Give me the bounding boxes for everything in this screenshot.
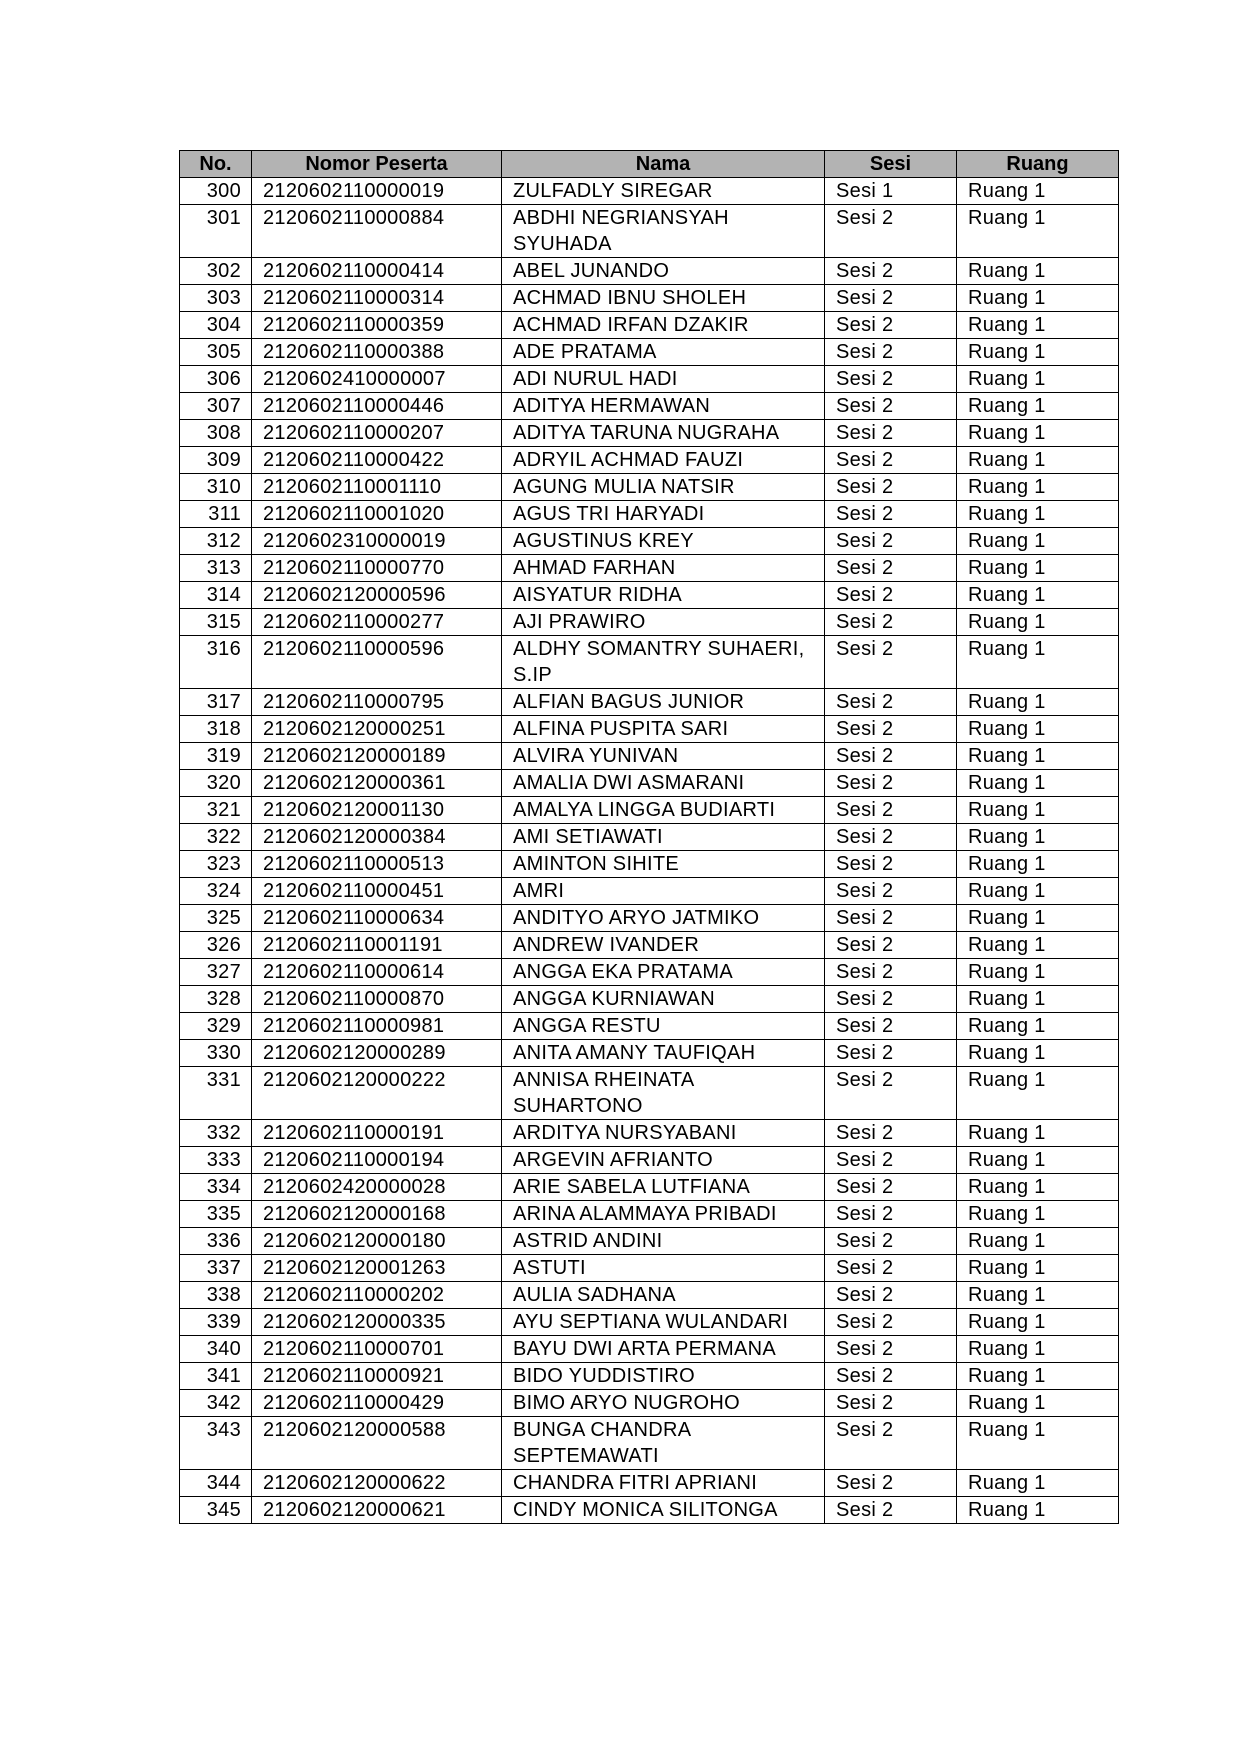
cell-nomor-peserta: 2120602120000384 [252,824,502,851]
cell-no: 330 [180,1040,252,1067]
cell-ruang: Ruang 1 [957,797,1119,824]
table-row [180,582,1119,609]
cell-ruang: Ruang 1 [957,878,1119,905]
cell-no: 336 [180,1228,252,1255]
cell-sesi: Sesi 2 [825,851,957,878]
cell-nama: ASTRID ANDINI [502,1228,825,1255]
cell-no: 328 [180,986,252,1013]
cell-sesi: Sesi 2 [825,474,957,501]
table-row [180,1417,1119,1470]
cell-ruang: Ruang 1 [957,447,1119,474]
cell-nomor-peserta: 2120602110000981 [252,1013,502,1040]
cell-nama: ALFINA PUSPITA SARI [502,716,825,743]
cell-ruang: Ruang 1 [957,636,1119,689]
cell-sesi: Sesi 1 [825,178,957,205]
cell-sesi: Sesi 2 [825,1417,957,1470]
cell-ruang: Ruang 1 [957,609,1119,636]
cell-sesi: Sesi 2 [825,1470,957,1497]
cell-nama: ADITYA TARUNA NUGRAHA [502,420,825,447]
table-row [180,1363,1119,1390]
cell-ruang: Ruang 1 [957,258,1119,285]
cell-no: 322 [180,824,252,851]
cell-no: 303 [180,285,252,312]
cell-sesi: Sesi 2 [825,1147,957,1174]
cell-ruang: Ruang 1 [957,1255,1119,1282]
table-header [180,151,1119,178]
header-no: No. [180,151,252,178]
cell-nama: AMALYA LINGGA BUDIARTI [502,797,825,824]
cell-nama: ABDHI NEGRIANSYAH SYUHADA [502,205,825,258]
cell-nama: AMI SETIAWATI [502,824,825,851]
cell-nama: AGUNG MULIA NATSIR [502,474,825,501]
cell-nama: ALFIAN BAGUS JUNIOR [502,689,825,716]
cell-ruang: Ruang 1 [957,851,1119,878]
cell-sesi: Sesi 2 [825,1174,957,1201]
cell-sesi: Sesi 2 [825,905,957,932]
cell-sesi: Sesi 2 [825,258,957,285]
cell-no: 338 [180,1282,252,1309]
cell-nomor-peserta: 2120602110000634 [252,905,502,932]
table-row [180,1497,1119,1524]
cell-ruang: Ruang 1 [957,1497,1119,1524]
cell-nama: AJI PRAWIRO [502,609,825,636]
cell-nama: ACHMAD IBNU SHOLEH [502,285,825,312]
header-nama: Nama [502,151,825,178]
cell-sesi: Sesi 2 [825,1040,957,1067]
cell-ruang: Ruang 1 [957,339,1119,366]
table-row [180,1040,1119,1067]
cell-nama: AGUSTINUS KREY [502,528,825,555]
cell-nomor-peserta: 2120602110000795 [252,689,502,716]
cell-sesi: Sesi 2 [825,1201,957,1228]
cell-nomor-peserta: 2120602110001191 [252,932,502,959]
cell-nomor-peserta: 2120602120001130 [252,797,502,824]
header-nomor-peserta: Nomor Peserta [252,151,502,178]
cell-no: 342 [180,1390,252,1417]
cell-nama: CHANDRA FITRI APRIANI [502,1470,825,1497]
cell-nama: ALDHY SOMANTRY SUHAERI, S.IP [502,636,825,689]
table-row [180,1470,1119,1497]
cell-nama: ADITYA HERMAWAN [502,393,825,420]
cell-ruang: Ruang 1 [957,1470,1119,1497]
cell-nomor-peserta: 2120602110000191 [252,1120,502,1147]
cell-nomor-peserta: 2120602110000513 [252,851,502,878]
cell-nomor-peserta: 2120602110000429 [252,1390,502,1417]
cell-sesi: Sesi 2 [825,770,957,797]
cell-no: 305 [180,339,252,366]
cell-nomor-peserta: 2120602410000007 [252,366,502,393]
cell-nama: ANNISA RHEINATA SUHARTONO [502,1067,825,1120]
table-body [180,178,1119,1524]
cell-nomor-peserta: 2120602110001110 [252,474,502,501]
cell-nama: BAYU DWI ARTA PERMANA [502,1336,825,1363]
cell-sesi: Sesi 2 [825,609,957,636]
table-row [180,555,1119,582]
cell-nomor-peserta: 2120602110000884 [252,205,502,258]
table-row [180,1228,1119,1255]
cell-nomor-peserta: 2120602110000701 [252,1336,502,1363]
cell-ruang: Ruang 1 [957,1147,1119,1174]
cell-ruang: Ruang 1 [957,582,1119,609]
cell-nama: ACHMAD IRFAN DZAKIR [502,312,825,339]
cell-ruang: Ruang 1 [957,1363,1119,1390]
cell-nomor-peserta: 2120602110000451 [252,878,502,905]
cell-no: 343 [180,1417,252,1470]
cell-nomor-peserta: 2120602120000189 [252,743,502,770]
cell-nama: ANGGA EKA PRATAMA [502,959,825,986]
cell-sesi: Sesi 2 [825,636,957,689]
cell-sesi: Sesi 2 [825,528,957,555]
cell-ruang: Ruang 1 [957,366,1119,393]
cell-no: 312 [180,528,252,555]
cell-nama: ASTUTI [502,1255,825,1282]
table-row [180,716,1119,743]
cell-sesi: Sesi 2 [825,1336,957,1363]
cell-nama: ARIE SABELA LUTFIANA [502,1174,825,1201]
cell-nomor-peserta: 2120602110000614 [252,959,502,986]
cell-sesi: Sesi 2 [825,447,957,474]
cell-nomor-peserta: 2120602110000277 [252,609,502,636]
table-row [180,501,1119,528]
table-row [180,959,1119,986]
cell-nama: AMALIA DWI ASMARANI [502,770,825,797]
cell-nama: AMRI [502,878,825,905]
cell-nama: AMINTON SIHITE [502,851,825,878]
cell-no: 313 [180,555,252,582]
cell-ruang: Ruang 1 [957,905,1119,932]
table-row [180,312,1119,339]
cell-nomor-peserta: 2120602110000870 [252,986,502,1013]
table-row [180,1067,1119,1120]
cell-sesi: Sesi 2 [825,1228,957,1255]
cell-ruang: Ruang 1 [957,1336,1119,1363]
cell-no: 335 [180,1201,252,1228]
cell-ruang: Ruang 1 [957,1201,1119,1228]
table-row [180,474,1119,501]
cell-nama: AULIA SADHANA [502,1282,825,1309]
table-row [180,420,1119,447]
cell-ruang: Ruang 1 [957,205,1119,258]
cell-nomor-peserta: 2120602120000596 [252,582,502,609]
cell-no: 302 [180,258,252,285]
cell-ruang: Ruang 1 [957,986,1119,1013]
cell-ruang: Ruang 1 [957,1040,1119,1067]
table-row [180,366,1119,393]
cell-ruang: Ruang 1 [957,501,1119,528]
table-row [180,878,1119,905]
header-row [180,151,1119,178]
cell-no: 311 [180,501,252,528]
cell-no: 326 [180,932,252,959]
cell-ruang: Ruang 1 [957,959,1119,986]
cell-nomor-peserta: 2120602110000202 [252,1282,502,1309]
header-ruang: Ruang [957,151,1119,178]
cell-ruang: Ruang 1 [957,1013,1119,1040]
cell-nomor-peserta: 2120602110000314 [252,285,502,312]
table-row [180,1336,1119,1363]
cell-ruang: Ruang 1 [957,1309,1119,1336]
cell-ruang: Ruang 1 [957,743,1119,770]
cell-sesi: Sesi 2 [825,1309,957,1336]
table-row [180,1013,1119,1040]
participant-table [179,150,1119,1524]
cell-nama: ADI NURUL HADI [502,366,825,393]
cell-ruang: Ruang 1 [957,555,1119,582]
cell-nama: ANGGA KURNIAWAN [502,986,825,1013]
cell-nama: ANGGA RESTU [502,1013,825,1040]
table-row [180,743,1119,770]
cell-nomor-peserta: 2120602120000588 [252,1417,502,1470]
cell-nama: ANDREW IVANDER [502,932,825,959]
table-row [180,824,1119,851]
cell-ruang: Ruang 1 [957,932,1119,959]
cell-no: 306 [180,366,252,393]
cell-nomor-peserta: 2120602120000251 [252,716,502,743]
cell-nomor-peserta: 2120602120000335 [252,1309,502,1336]
cell-nomor-peserta: 2120602110000921 [252,1363,502,1390]
cell-no: 327 [180,959,252,986]
table-row [180,258,1119,285]
cell-sesi: Sesi 2 [825,205,957,258]
cell-no: 337 [180,1255,252,1282]
cell-no: 316 [180,636,252,689]
cell-nomor-peserta: 2120602120000289 [252,1040,502,1067]
cell-no: 304 [180,312,252,339]
cell-sesi: Sesi 2 [825,797,957,824]
table-row [180,285,1119,312]
table-row [180,1390,1119,1417]
cell-nomor-peserta: 2120602120000168 [252,1201,502,1228]
cell-no: 339 [180,1309,252,1336]
cell-no: 325 [180,905,252,932]
cell-nama: ADRYIL ACHMAD FAUZI [502,447,825,474]
table-row [180,932,1119,959]
cell-sesi: Sesi 2 [825,1013,957,1040]
cell-no: 324 [180,878,252,905]
cell-ruang: Ruang 1 [957,474,1119,501]
cell-nama: ZULFADLY SIREGAR [502,178,825,205]
cell-ruang: Ruang 1 [957,770,1119,797]
cell-nama: ADE PRATAMA [502,339,825,366]
cell-nomor-peserta: 2120602110000359 [252,312,502,339]
cell-sesi: Sesi 2 [825,420,957,447]
table-row [180,636,1119,689]
table-row [180,1147,1119,1174]
cell-sesi: Sesi 2 [825,1067,957,1120]
cell-no: 320 [180,770,252,797]
cell-nomor-peserta: 2120602110000019 [252,178,502,205]
cell-nama: ABEL JUNANDO [502,258,825,285]
table-row [180,1255,1119,1282]
table-row [180,1309,1119,1336]
cell-no: 319 [180,743,252,770]
cell-nomor-peserta: 2120602110001020 [252,501,502,528]
cell-ruang: Ruang 1 [957,420,1119,447]
cell-ruang: Ruang 1 [957,824,1119,851]
cell-nomor-peserta: 2120602110000446 [252,393,502,420]
cell-sesi: Sesi 2 [825,743,957,770]
cell-sesi: Sesi 2 [825,366,957,393]
cell-sesi: Sesi 2 [825,1282,957,1309]
cell-no: 300 [180,178,252,205]
cell-nomor-peserta: 2120602310000019 [252,528,502,555]
cell-nama: AISYATUR RIDHA [502,582,825,609]
cell-nama: ARINA ALAMMAYA PRIBADI [502,1201,825,1228]
cell-sesi: Sesi 2 [825,986,957,1013]
cell-sesi: Sesi 2 [825,824,957,851]
table-row [180,1282,1119,1309]
cell-nomor-peserta: 2120602120000361 [252,770,502,797]
cell-ruang: Ruang 1 [957,285,1119,312]
cell-sesi: Sesi 2 [825,878,957,905]
table-row [180,205,1119,258]
cell-sesi: Sesi 2 [825,312,957,339]
cell-nomor-peserta: 2120602110000422 [252,447,502,474]
cell-nomor-peserta: 2120602120000180 [252,1228,502,1255]
cell-nomor-peserta: 2120602110000194 [252,1147,502,1174]
cell-no: 344 [180,1470,252,1497]
cell-ruang: Ruang 1 [957,1282,1119,1309]
cell-no: 314 [180,582,252,609]
cell-no: 345 [180,1497,252,1524]
cell-nomor-peserta: 2120602120000621 [252,1497,502,1524]
cell-no: 323 [180,851,252,878]
cell-nomor-peserta: 2120602120000622 [252,1470,502,1497]
cell-no: 309 [180,447,252,474]
table-row [180,178,1119,205]
cell-no: 308 [180,420,252,447]
cell-no: 317 [180,689,252,716]
cell-sesi: Sesi 2 [825,339,957,366]
cell-no: 307 [180,393,252,420]
cell-no: 301 [180,205,252,258]
cell-sesi: Sesi 2 [825,285,957,312]
cell-nomor-peserta: 2120602110000596 [252,636,502,689]
cell-nomor-peserta: 2120602110000388 [252,339,502,366]
cell-sesi: Sesi 2 [825,932,957,959]
header-sesi: Sesi [825,151,957,178]
cell-nomor-peserta: 2120602120001263 [252,1255,502,1282]
cell-ruang: Ruang 1 [957,1417,1119,1470]
table-row [180,447,1119,474]
cell-sesi: Sesi 2 [825,582,957,609]
cell-nomor-peserta: 2120602420000028 [252,1174,502,1201]
cell-sesi: Sesi 2 [825,1120,957,1147]
cell-nama: ALVIRA YUNIVAN [502,743,825,770]
cell-sesi: Sesi 2 [825,689,957,716]
table-row [180,689,1119,716]
table-row [180,986,1119,1013]
cell-sesi: Sesi 2 [825,1363,957,1390]
cell-no: 329 [180,1013,252,1040]
table-row [180,339,1119,366]
cell-nama: BUNGA CHANDRA SEPTEMAWATI [502,1417,825,1470]
cell-nomor-peserta: 2120602120000222 [252,1067,502,1120]
cell-nama: CINDY MONICA SILITONGA [502,1497,825,1524]
cell-no: 341 [180,1363,252,1390]
table-row [180,851,1119,878]
cell-nama: AHMAD FARHAN [502,555,825,582]
table-row [180,1120,1119,1147]
cell-nomor-peserta: 2120602110000770 [252,555,502,582]
cell-ruang: Ruang 1 [957,1067,1119,1120]
table-row [180,393,1119,420]
cell-ruang: Ruang 1 [957,716,1119,743]
cell-nama: BIMO ARYO NUGROHO [502,1390,825,1417]
cell-no: 321 [180,797,252,824]
table-row [180,797,1119,824]
cell-sesi: Sesi 2 [825,393,957,420]
cell-ruang: Ruang 1 [957,393,1119,420]
cell-sesi: Sesi 2 [825,959,957,986]
cell-nomor-peserta: 2120602110000207 [252,420,502,447]
cell-ruang: Ruang 1 [957,528,1119,555]
cell-ruang: Ruang 1 [957,1174,1119,1201]
cell-sesi: Sesi 2 [825,1497,957,1524]
cell-nama: ANITA AMANY TAUFIQAH [502,1040,825,1067]
cell-no: 334 [180,1174,252,1201]
cell-ruang: Ruang 1 [957,1120,1119,1147]
cell-ruang: Ruang 1 [957,312,1119,339]
table-row [180,609,1119,636]
table-row [180,528,1119,555]
cell-sesi: Sesi 2 [825,555,957,582]
cell-nama: AYU SEPTIANA WULANDARI [502,1309,825,1336]
table-row [180,1174,1119,1201]
cell-sesi: Sesi 2 [825,1390,957,1417]
cell-nama: AGUS TRI HARYADI [502,501,825,528]
cell-nama: ANDITYO ARYO JATMIKO [502,905,825,932]
cell-ruang: Ruang 1 [957,178,1119,205]
table-row [180,770,1119,797]
cell-no: 318 [180,716,252,743]
cell-no: 332 [180,1120,252,1147]
cell-nama: ARDITYA NURSYABANI [502,1120,825,1147]
cell-no: 340 [180,1336,252,1363]
cell-nama: ARGEVIN AFRIANTO [502,1147,825,1174]
cell-no: 331 [180,1067,252,1120]
cell-sesi: Sesi 2 [825,1255,957,1282]
cell-sesi: Sesi 2 [825,716,957,743]
cell-nama: BIDO YUDDISTIRO [502,1363,825,1390]
cell-ruang: Ruang 1 [957,1228,1119,1255]
table-row [180,1201,1119,1228]
cell-ruang: Ruang 1 [957,1390,1119,1417]
cell-ruang: Ruang 1 [957,689,1119,716]
cell-no: 333 [180,1147,252,1174]
cell-no: 315 [180,609,252,636]
cell-sesi: Sesi 2 [825,501,957,528]
cell-nomor-peserta: 2120602110000414 [252,258,502,285]
cell-no: 310 [180,474,252,501]
table-row [180,905,1119,932]
